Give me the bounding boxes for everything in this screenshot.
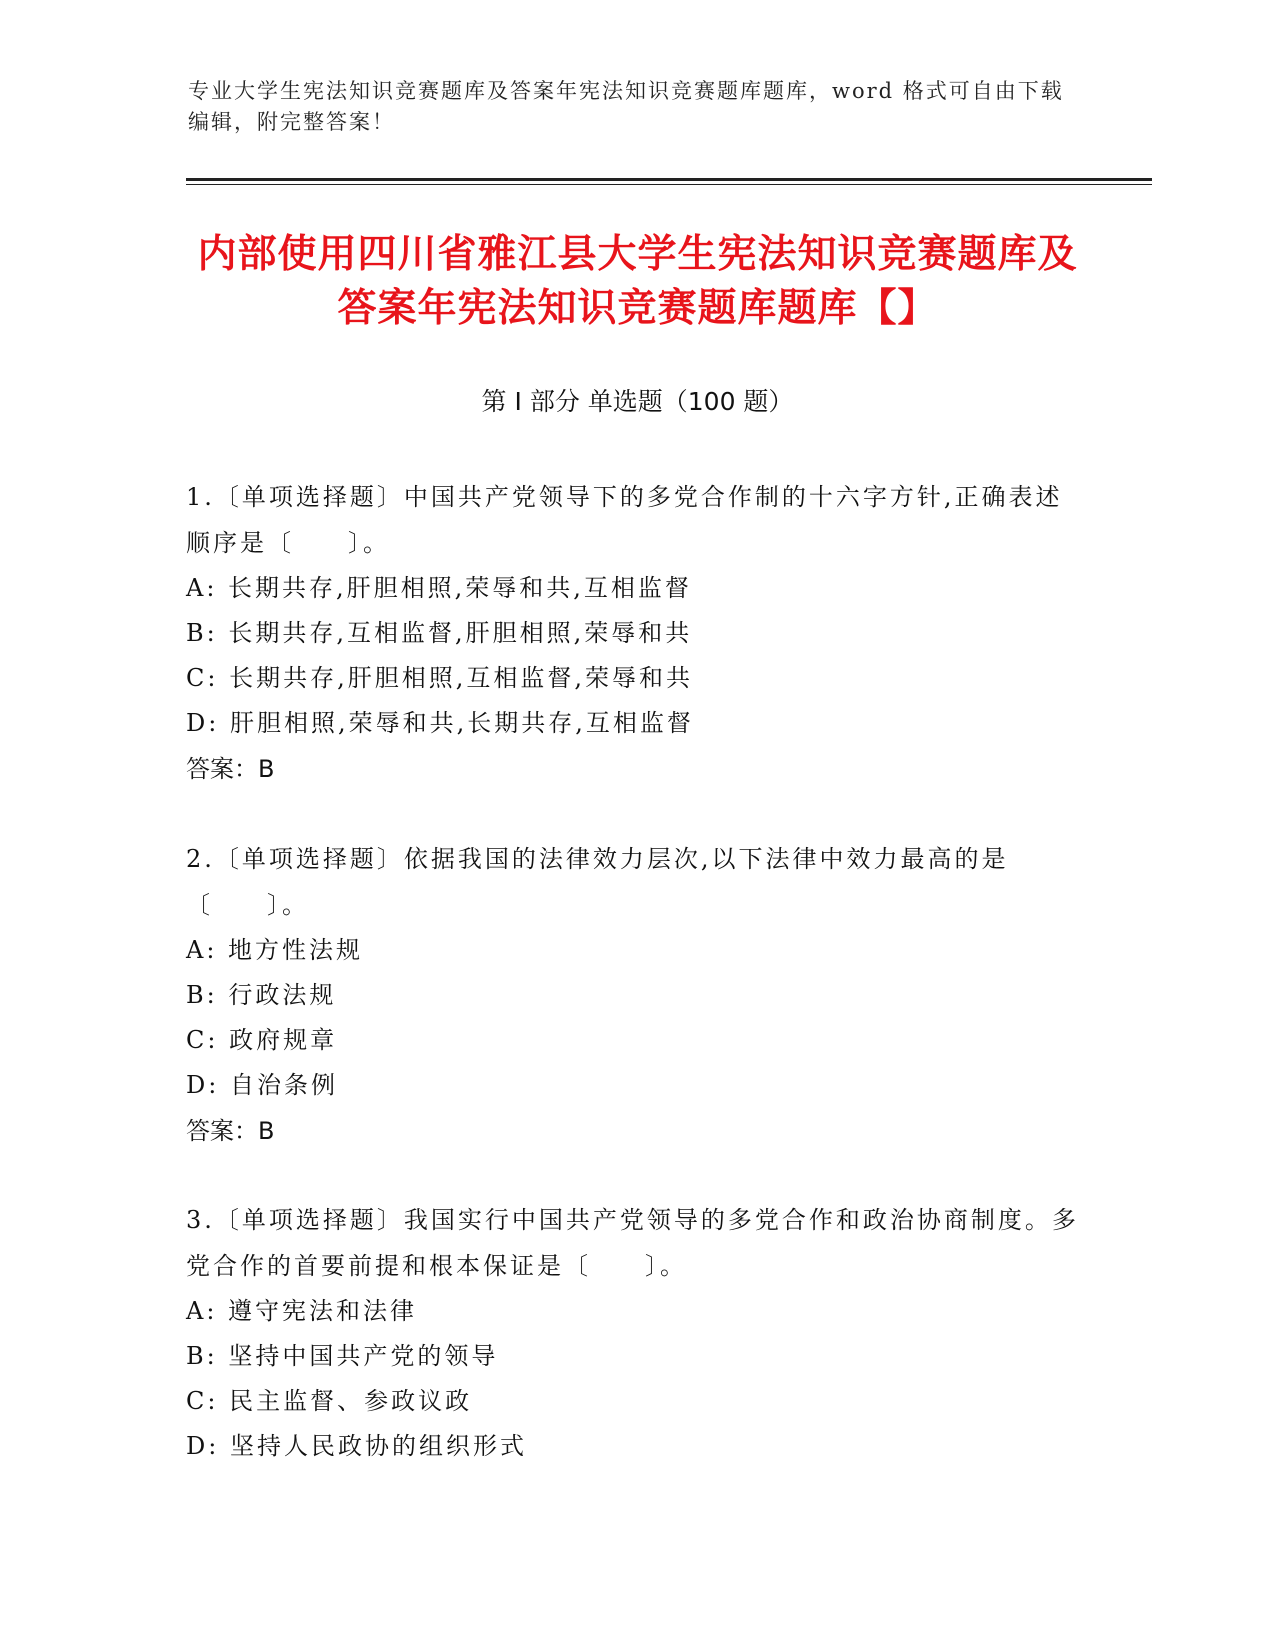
header-divider-thin [186, 184, 1152, 185]
option-b: B: 坚持中国共产党的领导 [186, 1342, 499, 1370]
option-c: C: 长期共存,肝胆相照,互相监督,荣辱和共 [186, 664, 693, 692]
option-d: D: 肝胆相照,荣辱和共,长期共存,互相监督 [186, 709, 694, 737]
question-stem: 1.〔单项选择题〕中国共产党领导下的多党合作制的十六字方针,正确表述顺序是〔 〕。 [186, 483, 1063, 557]
header-divider [186, 178, 1152, 181]
document-title: 内部使用四川省雅江县大学生宪法知识竞赛题库及答案年宪法知识竞赛题库题库【】 [197, 232, 1078, 331]
answer: 答案：B [186, 1117, 275, 1145]
option-a: A: 长期共存,肝胆相照,荣辱和共,互相监督 [186, 574, 692, 602]
option-a: A: 遵守宪法和法律 [186, 1297, 418, 1325]
option-c: C: 政府规章 [186, 1026, 338, 1054]
option-c: C: 民主监督、参政议政 [186, 1387, 473, 1415]
question-2 [186, 836, 1086, 1154]
option-d: D: 自治条例 [186, 1071, 338, 1099]
question-3 [186, 1197, 1086, 1469]
question-1 [186, 474, 1086, 792]
section-title: 第 I 部分 单选题（100 题） [481, 387, 794, 416]
answer: 答案：B [186, 755, 275, 783]
option-b: B: 长期共存,互相监督,肝胆相照,荣辱和共 [186, 619, 693, 647]
header-note: 专业大学生宪法知识竞赛题库及答案年宪法知识竞赛题库题库，word 格式可自由下载编辑，附完整答案！ [188, 79, 1064, 134]
question-stem: 3.〔单项选择题〕我国实行中国共产党领导的多党合作和政治协商制度。多党合作的首要前提和根本保证是〔 〕。 [186, 1206, 1079, 1280]
option-d: D: 坚持人民政协的组织形式 [186, 1432, 527, 1460]
option-a: A: 地方性法规 [186, 936, 364, 964]
question-stem: 2.〔单项选择题〕依据我国的法律效力层次,以下法律中效力最高的是〔 〕。 [186, 845, 1009, 919]
option-b: B: 行政法规 [186, 981, 337, 1009]
